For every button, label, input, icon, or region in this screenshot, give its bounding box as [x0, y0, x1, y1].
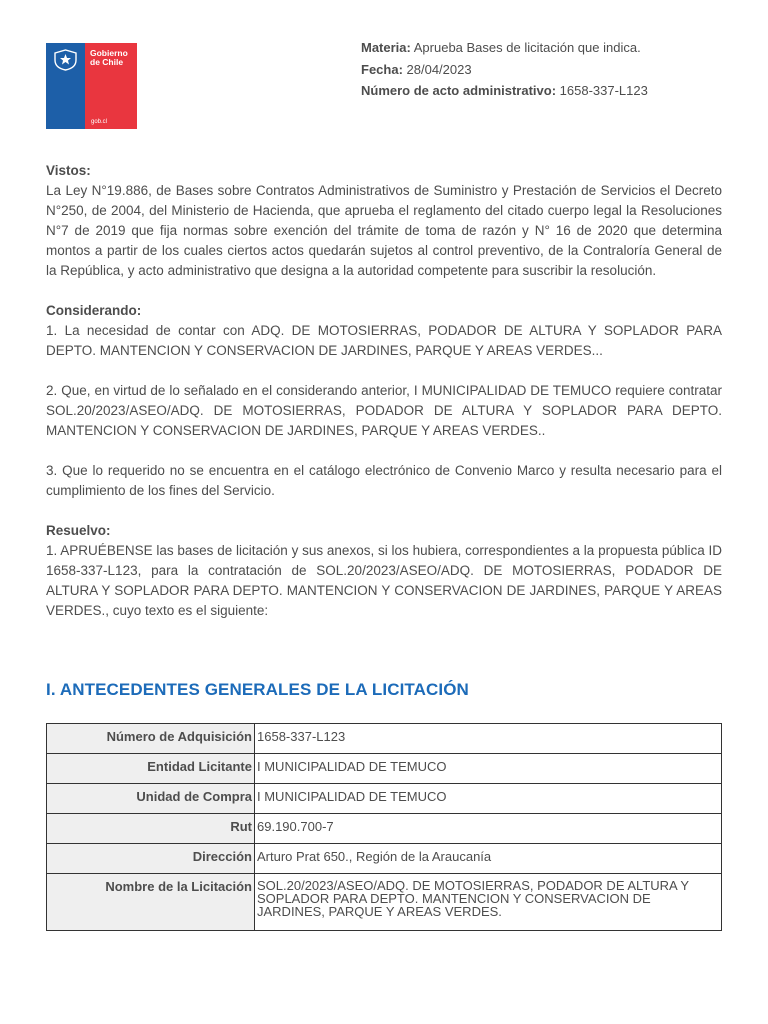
considerando-item: 1. La necesidad de contar con ADQ. DE MOTOSIERRAS, PODADOR DE ALTURA Y SOPLADOR PARA DEPTO. MANTENCION Y CONSERVACION DE JARDINES, PARQUE Y AREAS VERDES...: [46, 323, 722, 358]
table-row: [47, 784, 722, 814]
table-label-cell: Dirección: [47, 844, 255, 874]
table-row: [47, 844, 722, 874]
vistos-text: La Ley N°19.886, de Bases sobre Contratos Administrativos de Suministro y Prestación de Servicios el Decreto N°250, de 2004, del Ministerio de Hacienda, que aprueba el reglamento del citado cuerpo legal la Resoluciones N°7 de 2019 que fija normas sobre exención del trámite de toma de razón y N° 16 de 2020 que determina montos a partir de los cuales ciertos actos quedarán sujetos al control preventivo, de la Contraloría General de la República, y acto administrativo que designa a la autoridad competente para suscribir la resolución.: [46, 183, 722, 278]
table-value-cell: 1658-337-L123: [255, 724, 722, 754]
logo-gob-cl: gob.cl: [91, 119, 108, 125]
considerando-item: 2. Que, en virtud de lo señalado en el considerando anterior, I MUNICIPALIDAD DE TEMUCO requiere contratar SOL.20/2023/ASEO/ADQ. DE MOTOSIERRAS, PODADOR DE ALTURA Y SOPLADOR PARA DEPTO. MANTENCION Y CONSERVACION DE JARDINES, PARQUE Y AREAS VERDES..: [46, 383, 722, 438]
table-row: [47, 874, 722, 931]
table-value-cell: Arturo Prat 650., Región de la Araucanía: [255, 844, 722, 874]
gobierno-de-chile-logo: [46, 43, 137, 129]
logo-brand-text: [90, 49, 128, 67]
numero-acto-value: 1658-337-L123: [556, 83, 648, 98]
table-row: [47, 754, 722, 784]
logo-brand-line2: de Chile: [90, 57, 124, 67]
document-body: [46, 161, 722, 621]
numero-acto-label: Número de acto administrativo:: [361, 83, 557, 98]
materia-row: [361, 37, 648, 59]
logo-blue-panel: [46, 43, 85, 129]
considerando-item: 3. Que lo requerido no se encuentra en el catálogo electrónico de Convenio Marco y resulta necesario para el cumplimiento de los fines del Servicio.: [46, 463, 722, 498]
table-label-cell: Rut: [47, 814, 255, 844]
considerando-heading: Considerando:: [46, 303, 142, 318]
fecha-row: [361, 59, 648, 81]
materia-label: Materia:: [361, 40, 411, 55]
table-value-cell: SOL.20/2023/ASEO/ADQ. DE MOTOSIERRAS, PODADOR DE ALTURA Y SOPLADOR PARA DEPTO. MANTENCION Y CONSERVACION DE JARDINES, PARQUE Y AREAS VERDES.: [255, 874, 722, 931]
resuelvo-heading: Resuelvo:: [46, 523, 111, 538]
table-label-cell: Número de Adquisición: [47, 724, 255, 754]
antecedentes-table: [46, 723, 722, 931]
table-label-cell: Unidad de Compra: [47, 784, 255, 814]
table-row: [47, 724, 722, 754]
table-label-cell: Nombre de la Licitación: [47, 874, 255, 931]
materia-value: Aprueba Bases de licitación que indica.: [410, 40, 641, 55]
numero-acto-row: [361, 80, 648, 102]
fecha-label: Fecha:: [361, 61, 403, 77]
resuelvo-text: 1. APRUÉBENSE las bases de licitación y sus anexos, si los hubiera, correspondientes a la propuesta pública ID 1658-337-L123, para la contratación de SOL.20/2023/ASEO/ADQ. DE MOTOSIERRAS, PODADOR DE ALTURA Y SOPLADOR PARA DEPTO. MANTENCION Y CONSERVACION DE JARDINES, PARQUE Y AREAS VERDES., cuyo texto es el siguiente:: [46, 543, 722, 618]
logo-brand-line1: Gobierno: [90, 48, 128, 58]
table-value-cell: I MUNICIPALIDAD DE TEMUCO: [255, 784, 722, 814]
table-row: [47, 814, 722, 844]
fecha-value: 28/04/2023: [402, 61, 472, 77]
table-value-cell: 69.190.700-7: [255, 814, 722, 844]
coat-of-arms-icon: [52, 49, 79, 71]
vistos-heading: Vistos:: [46, 163, 91, 178]
table-value-cell: I MUNICIPALIDAD DE TEMUCO: [255, 754, 722, 784]
document-header: [361, 37, 648, 102]
table-label-cell: Entidad Licitante: [47, 754, 255, 784]
logo-red-panel: [85, 43, 137, 129]
section-title: I. ANTECEDENTES GENERALES DE LA LICITACIÓN: [46, 680, 469, 699]
